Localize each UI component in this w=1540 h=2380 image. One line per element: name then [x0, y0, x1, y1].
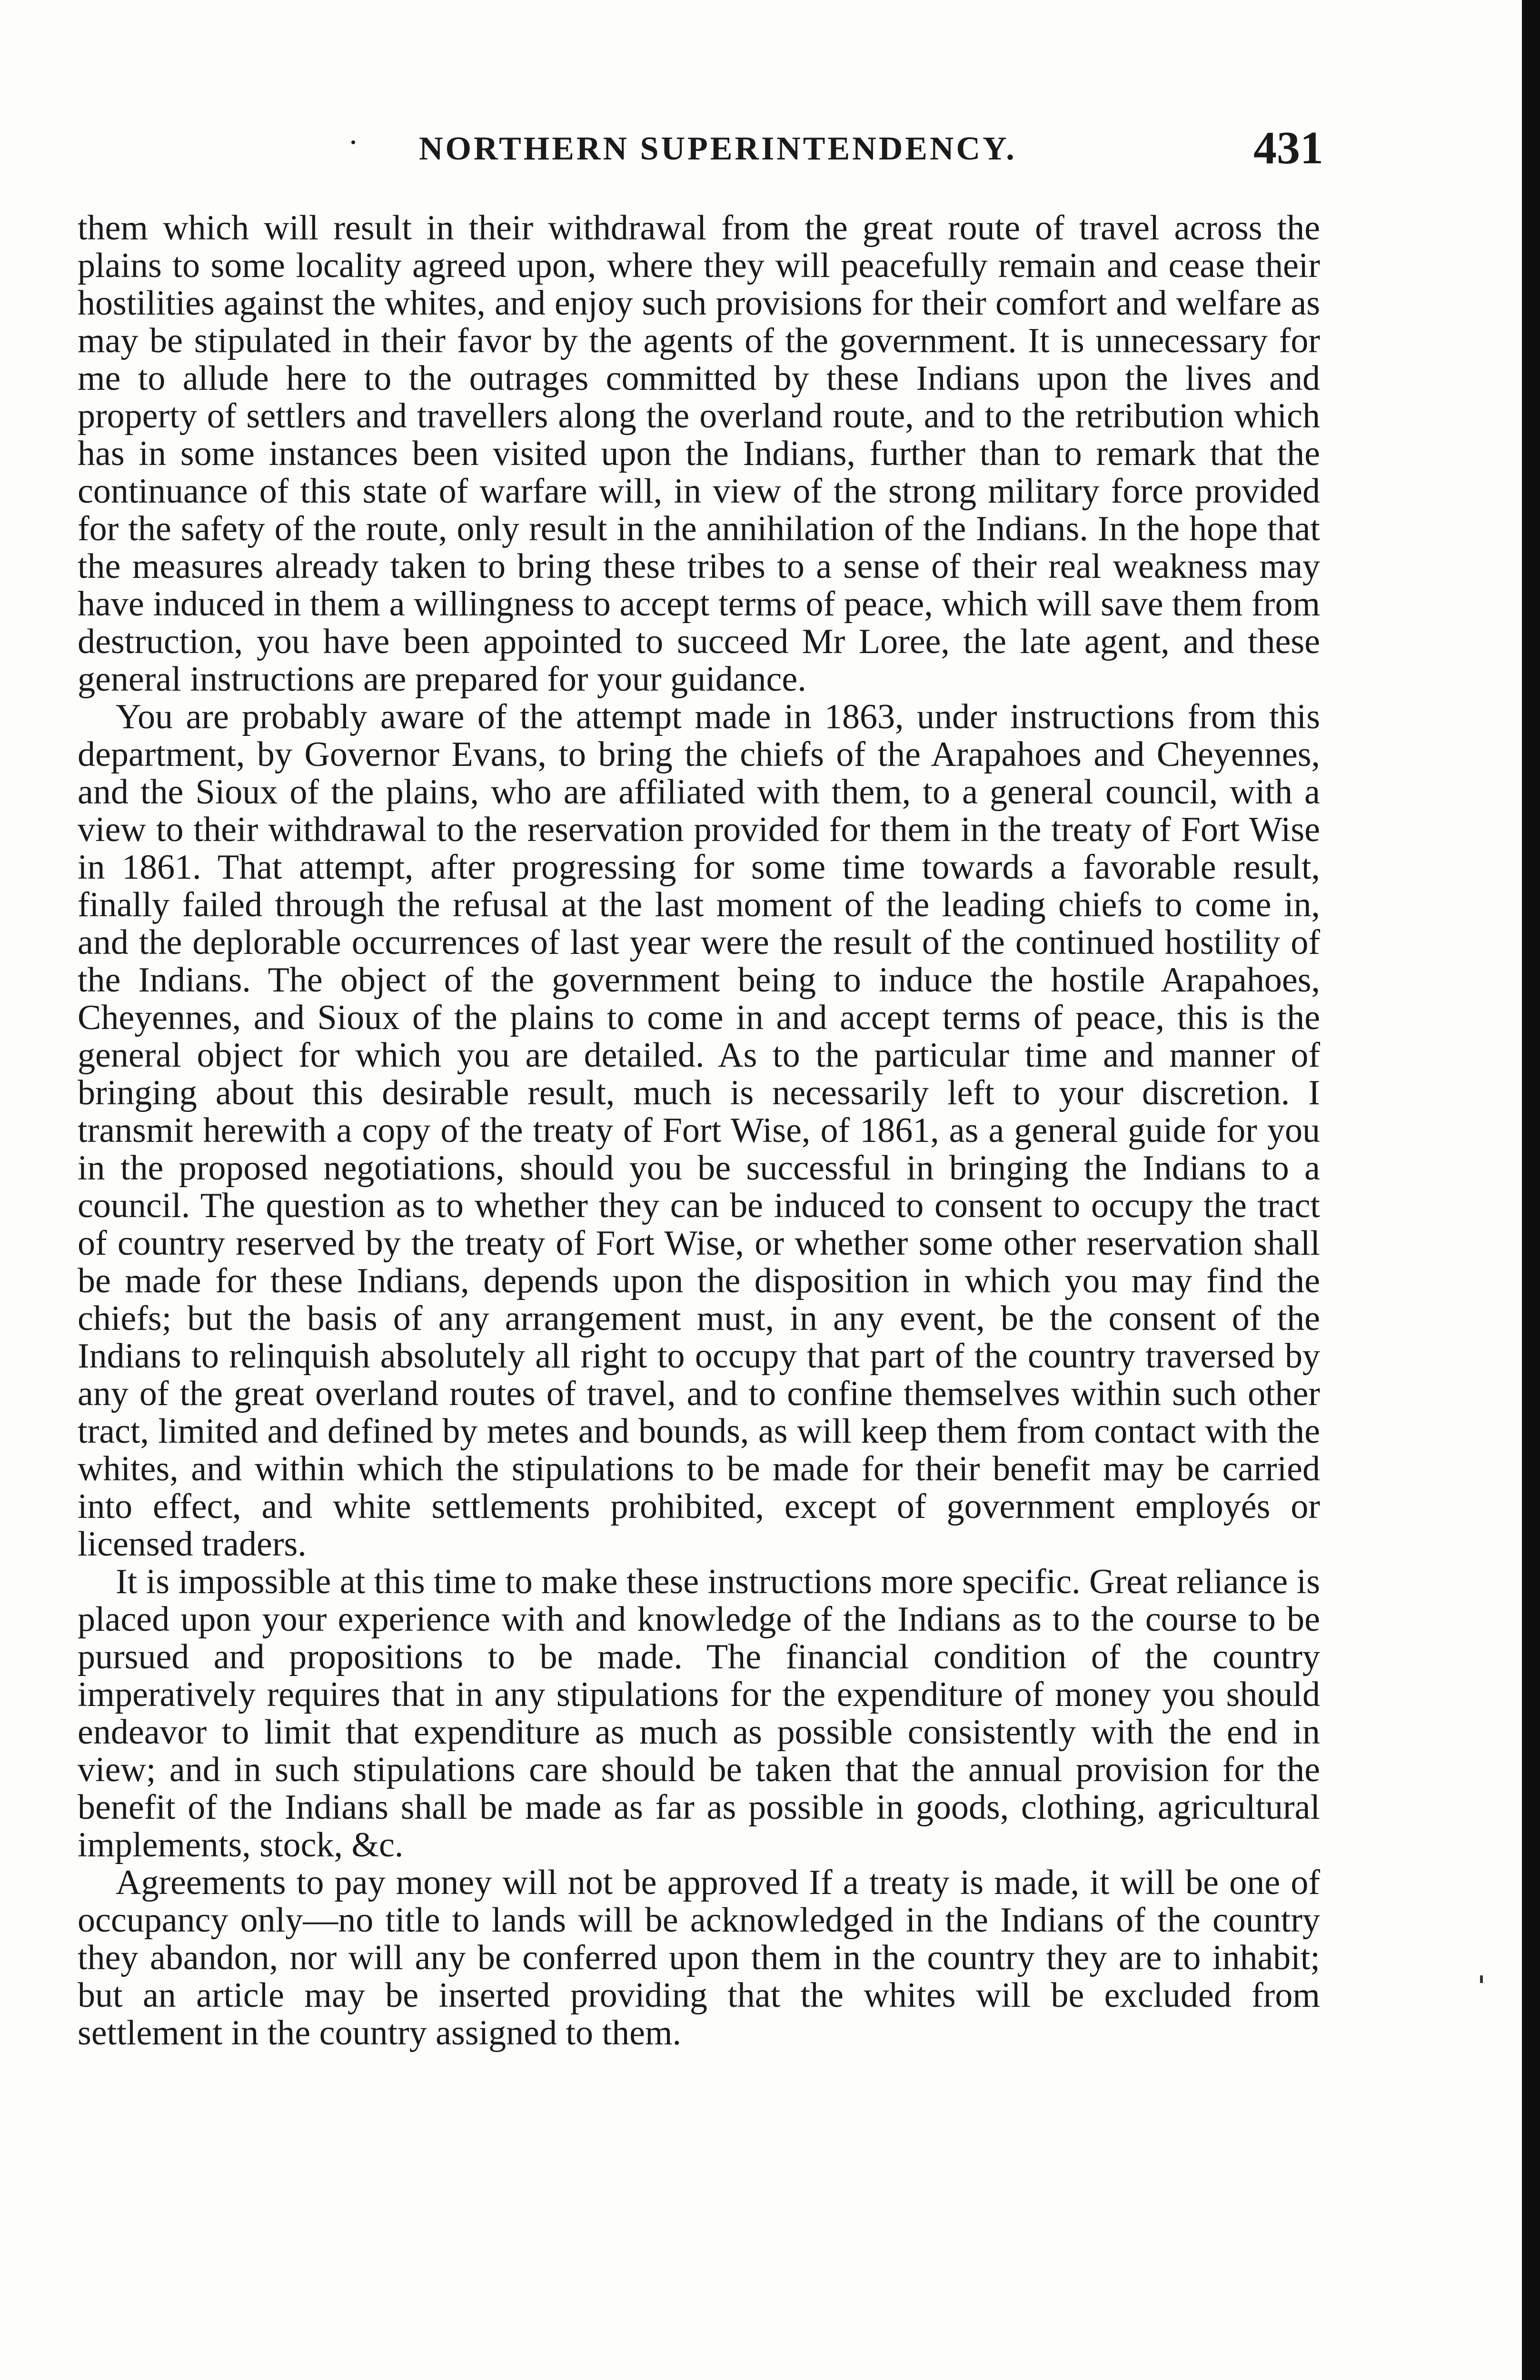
- paragraph-1: them which will result in their withdrawal from the great route of travel across the plains to some locality agreed upon, where they will peacefully remain and cease their hostilities against the whites, and enjoy such provisions for their comfort and welfare as may be stipulated in their favor by the agents of the government. It is unnecessary for me to allude here to the outrages committed by these Indians upon the lives and property of settlers and travellers along the overland route, and to the retribution which has in some instances been visited upon the Indians, further than to remark that the continuance of this state of warfare will, in view of the strong military force provided for the safety of the route, only result in the annihilation of the Indians. In the hope that the measures already taken to bring these tribes to a sense of their real weakness may have induced in them a willingness to accept terms of peace, which will save them from destruction, you have been appointed to succeed Mr Loree, the late agent, and these general instructions are prepared for your guidance.: [78, 208, 1320, 699]
- header-dot-mark: [351, 140, 355, 144]
- paragraph-2: You are probably aware of the attempt made in 1863, under instructions from this department, by Governor Evans, to bring the chiefs of the Arapahoes and Cheyennes, and the Sioux of the plains, who are affiliated with them, to a general council, with a view to their withdrawal to the reservation provided for them in the treaty of Fort Wise in 1861. That attempt, after progressing for some time towards a favorable result, finally failed through the refusal at the last moment of the leading chiefs to come in, and the deplorable occurrences of last year were the result of the continued hostility of the Indians. The object of the government being to induce the hostile Arapahoes, Cheyennes, and Sioux of the plains to come in and accept terms of peace, this is the general object for which you are detailed. As to the particular time and manner of bringing about this desirable result, much is necessarily left to your discretion. I transmit herewith a copy of the treaty of Fort Wise, of 1861, as a general guide for you in the proposed negotiations, should you be successful in bringing the Indians to a council. The question as to whether they can be induced to consent to occupy the tract of country reserved by the treaty of Fort Wise, or whether some other reservation shall be made for these Indians, depends upon the disposition in which you may find the chiefs; but the basis of any arrangement must, in any event, be the consent of the Indians to relinquish absolutely all right to occupy that part of the country traversed by any of the great overland routes of travel, and to confine themselves within such other tract, limited and defined by metes and bounds, as will keep them from contact with the whites, and within which the stipulations to be made for their benefit may be carried into effect, and white settlements prohibited, except of government employés or licensed traders.: [78, 697, 1320, 1564]
- body-text: [78, 209, 1320, 2052]
- margin-mark: [1480, 1975, 1483, 1983]
- running-title: NORTHERN SUPERINTENDENCY.: [419, 130, 1017, 167]
- scan-binding-edge: [1522, 0, 1540, 2380]
- page-number: 431: [1253, 122, 1323, 174]
- paragraph-4: Agreements to pay money will not be approved If a treaty is made, it will be one of occupancy only—no title to lands will be acknowledged in the Indians of the country they abandon, nor will any be conferred upon them in the country they are to inhabit; but an article may be inserted providing that the whites will be excluded from settlement in the country assigned to them.: [78, 1863, 1320, 2053]
- running-head: [333, 121, 1323, 174]
- paragraph-3: It is impossible at this time to make these instructions more specific. Great reliance is placed upon your experience with and knowledge of the Indians as to the course to be pursued and propositions to be made. The financial condition of the country imperatively requires that in any stipulations for the expenditure of money you should endeavor to limit that expenditure as much as possible consistently with the end in view; and in such stipulations care should be taken that the annual provision for the benefit of the Indians shall be made as far as possible in goods, clothing, agricultural implements, stock, &c.: [78, 1562, 1320, 1864]
